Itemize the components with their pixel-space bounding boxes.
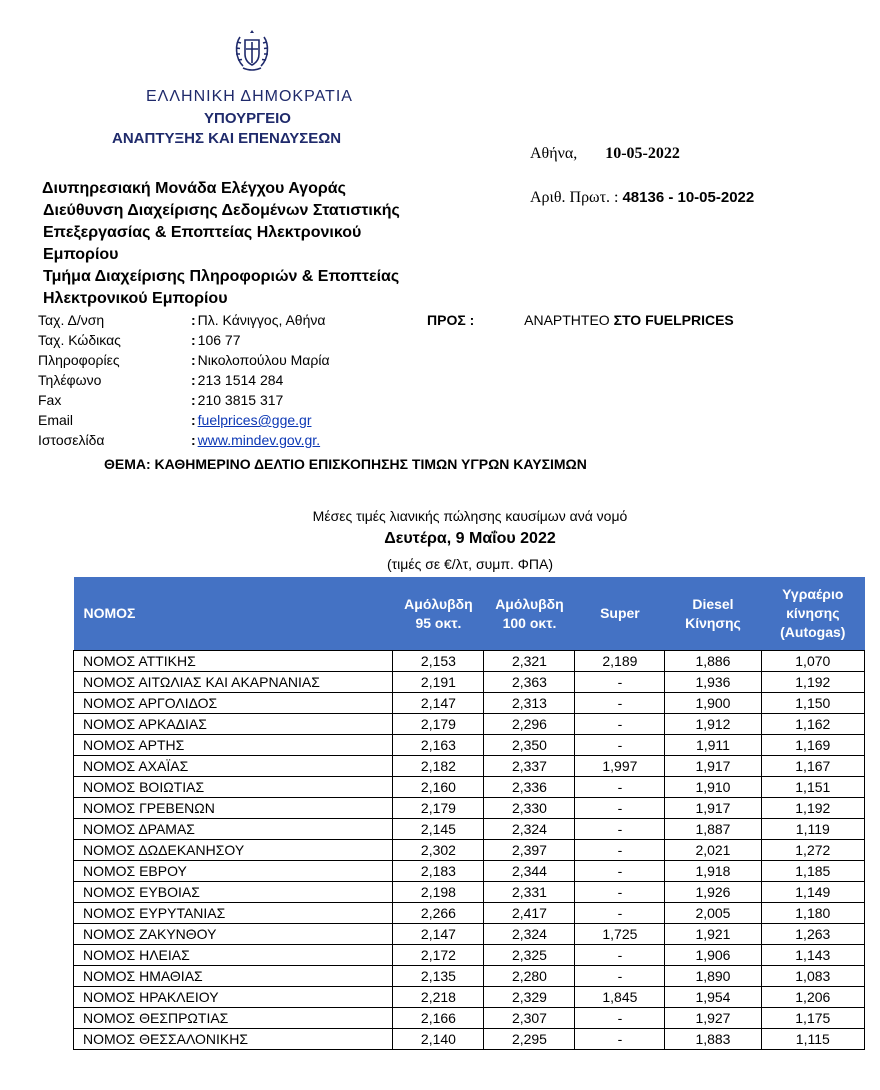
colon: : (191, 432, 196, 448)
protocol-number (530, 189, 754, 207)
price-cell: 2,166 (393, 1008, 484, 1029)
department-line: Τμήμα Διαχείρισης Πληροφοριών & Εποπτείας (43, 268, 400, 285)
price-cell: 2,198 (393, 882, 484, 903)
prefecture-cell: ΝΟΜΟΣ ΕΥΒΟΙΑΣ (74, 882, 393, 903)
recipient-text-bold: ΣΤΟ FUELPRICES (613, 312, 734, 328)
document-subject: ΘΕΜΑ: ΚΑΘΗΜΕΡΙΝΟ ΔΕΛΤΙΟ ΕΠΙΣΚΟΠΗΣΗΣ ΤΙΜΩΝ ΥΓΡΩΝ ΚΑΥΣΙΜΩΝ (104, 456, 587, 472)
prefecture-cell: ΝΟΜΟΣ ΖΑΚΥΝΘΟΥ (74, 924, 393, 945)
column-header-line: 95 οκτ. (415, 614, 462, 631)
price-cell: 1,845 (575, 987, 665, 1008)
table-row (74, 924, 865, 945)
price-cell: 1,918 (665, 861, 761, 882)
price-cell: 1,150 (761, 693, 864, 714)
address-value: Πλ. Κάνιγγος, Αθήνα (197, 312, 326, 328)
department-line: Διεύθυνση Διαχείρισης Δεδομένων Στατιστικής (43, 202, 400, 219)
colon: : (191, 372, 196, 388)
column-header (484, 577, 575, 651)
price-cell: - (575, 861, 665, 882)
price-cell: 1,169 (761, 735, 864, 756)
country-name: ΕΛΛΗΝΙΚΗ ΔΗΜΟΚΡΑΤΙΑ (146, 88, 353, 105)
price-cell: 2,307 (484, 1008, 575, 1029)
price-cell: 2,218 (393, 987, 484, 1008)
price-cell: 2,140 (393, 1029, 484, 1050)
price-cell: 1,997 (575, 756, 665, 777)
price-cell: 1,115 (761, 1029, 864, 1050)
price-cell: 1,936 (665, 672, 761, 693)
table-row (74, 735, 865, 756)
price-cell: 1,954 (665, 987, 761, 1008)
price-cell: 2,325 (484, 945, 575, 966)
postcode-value: 106 77 (197, 332, 241, 348)
phone-label: Τηλέφωνο (38, 372, 102, 388)
price-cell: 1,926 (665, 882, 761, 903)
price-cell: 2,191 (393, 672, 484, 693)
prefecture-cell: ΝΟΜΟΣ ΘΕΣΣΑΛΟΝΙΚΗΣ (74, 1029, 393, 1050)
price-cell: 2,313 (484, 693, 575, 714)
price-cell: 1,921 (665, 924, 761, 945)
table-date: Δευτέρα, 9 Μαΐου 2022 (384, 530, 556, 547)
price-cell: 2,153 (393, 651, 484, 672)
price-cell: 1,917 (665, 798, 761, 819)
price-cell: 1,180 (761, 903, 864, 924)
table-row (74, 945, 865, 966)
price-cell: 1,910 (665, 777, 761, 798)
colon: : (191, 332, 196, 348)
contact-details (38, 310, 330, 450)
table-row (74, 798, 865, 819)
price-cell: 1,887 (665, 819, 761, 840)
table-body (74, 651, 865, 1050)
column-header (393, 577, 484, 651)
price-cell: 2,296 (484, 714, 575, 735)
price-cell: 2,189 (575, 651, 665, 672)
price-cell: 2,321 (484, 651, 575, 672)
ministry-title: ΥΠΟΥΡΓΕΙΟ (204, 110, 291, 127)
price-cell: 2,135 (393, 966, 484, 987)
prefecture-cell: ΝΟΜΟΣ ΘΕΣΠΡΩΤΙΑΣ (74, 1008, 393, 1029)
phone-row (38, 370, 330, 390)
date-label: Αθήνα, (530, 145, 578, 162)
price-cell: 2,329 (484, 987, 575, 1008)
prefecture-cell: ΝΟΜΟΣ ΑΤΤΙΚΗΣ (74, 651, 393, 672)
price-cell: 1,927 (665, 1008, 761, 1029)
column-header (665, 577, 761, 651)
price-cell: 2,147 (393, 924, 484, 945)
price-cell: 1,151 (761, 777, 864, 798)
prefecture-cell: ΝΟΜΟΣ ΒΟΙΩΤΙΑΣ (74, 777, 393, 798)
colon: : (191, 392, 196, 408)
table-row (74, 777, 865, 798)
price-cell: 2,324 (484, 819, 575, 840)
price-cell: 1,167 (761, 756, 864, 777)
column-header-line: κίνησης (786, 605, 840, 621)
price-cell: 2,397 (484, 840, 575, 861)
department-line: Ηλεκτρονικού Εμπορίου (43, 290, 228, 307)
table-row (74, 651, 865, 672)
ministry-name: ΑΝΑΠΤΥΞΗΣ ΚΑΙ ΕΠΕΝΔΥΣΕΩΝ (112, 130, 342, 147)
price-cell: - (575, 882, 665, 903)
protocol-value: 48136 - 10-05-2022 (622, 189, 755, 206)
price-cell: 2,417 (484, 903, 575, 924)
price-cell: - (575, 735, 665, 756)
prefecture-cell: ΝΟΜΟΣ ΗΡΑΚΛΕΙΟΥ (74, 987, 393, 1008)
address-row (38, 310, 330, 330)
greek-coat-of-arms-icon (231, 28, 273, 74)
price-cell: 1,162 (761, 714, 864, 735)
email-link[interactable]: fuelprices@gge.gr (197, 412, 312, 428)
prefecture-cell: ΝΟΜΟΣ ΗΜΑΘΙΑΣ (74, 966, 393, 987)
price-cell: 1,192 (761, 798, 864, 819)
recipient-text: ΑΝΑΡΤΗΤΕΟ (524, 312, 610, 328)
colon: : (191, 312, 196, 328)
price-cell: - (575, 672, 665, 693)
table-row (74, 756, 865, 777)
department-line: Επεξεργασίας & Εποπτείας Ηλεκτρονικού (43, 224, 362, 241)
price-cell: - (575, 693, 665, 714)
price-cell: 1,263 (761, 924, 864, 945)
price-cell: 2,330 (484, 798, 575, 819)
website-row (38, 430, 330, 450)
prefecture-cell: ΝΟΜΟΣ ΗΛΕΙΑΣ (74, 945, 393, 966)
prefecture-cell: ΝΟΜΟΣ ΑΧΑΪΑΣ (74, 756, 393, 777)
prefecture-cell: ΝΟΜΟΣ ΔΩΔΕΚΑΝΗΣΟΥ (74, 840, 393, 861)
price-cell: 1,911 (665, 735, 761, 756)
table-row (74, 819, 865, 840)
price-cell: 1,149 (761, 882, 864, 903)
price-cell: 2,005 (665, 903, 761, 924)
column-header-line: Αμόλυβδη (404, 595, 473, 612)
prefecture-cell: ΝΟΜΟΣ ΕΒΡΟΥ (74, 861, 393, 882)
price-cell: 2,280 (484, 966, 575, 987)
prefecture-cell: ΝΟΜΟΣ ΔΡΑΜΑΣ (74, 819, 393, 840)
price-cell: 2,147 (393, 693, 484, 714)
email-row (38, 410, 330, 430)
column-header-line: 100 οκτ. (502, 614, 557, 631)
price-cell: 1,883 (665, 1029, 761, 1050)
price-cell: 2,021 (665, 840, 761, 861)
postcode-row (38, 330, 330, 350)
table-row (74, 861, 865, 882)
price-cell: 2,337 (484, 756, 575, 777)
price-cell: 2,172 (393, 945, 484, 966)
table-row (74, 987, 865, 1008)
website-link[interactable]: www.mindev.gov.gr. (197, 432, 321, 448)
phone-value: 213 1514 284 (197, 372, 284, 388)
price-cell: 1,900 (665, 693, 761, 714)
email-label: Email (38, 412, 74, 428)
table-caption: Μέσες τιμές λιανικής πώλησης καυσίμων ανά νομό (312, 508, 628, 524)
table-row (74, 840, 865, 861)
table-row (74, 966, 865, 987)
price-cell: 2,344 (484, 861, 575, 882)
price-cell: - (575, 903, 665, 924)
prefecture-cell: ΝΟΜΟΣ ΑΡΤΗΣ (74, 735, 393, 756)
price-cell: 2,350 (484, 735, 575, 756)
price-cell: 1,912 (665, 714, 761, 735)
info-row (38, 350, 330, 370)
table-row (74, 714, 865, 735)
column-header-line: (Autogas) (780, 624, 846, 640)
column-header-line: Κίνησης (685, 614, 741, 631)
price-cell: - (575, 714, 665, 735)
table-row (74, 882, 865, 903)
fax-value: 210 3815 317 (197, 392, 284, 408)
department-line: Διυπηρεσιακή Μονάδα Ελέγχου Αγοράς (42, 180, 346, 197)
document-date (530, 145, 680, 163)
price-cell: 1,725 (575, 924, 665, 945)
price-cell: 2,183 (393, 861, 484, 882)
price-cell: 2,324 (484, 924, 575, 945)
price-cell: - (575, 1008, 665, 1029)
column-header-line: ΝΟΜΟΣ (83, 605, 136, 621)
colon: : (191, 352, 196, 368)
price-cell: 2,295 (484, 1029, 575, 1050)
prefecture-cell: ΝΟΜΟΣ ΑΙΤΩΛΙΑΣ ΚΑΙ ΑΚΑΡΝΑΝΙΑΣ (74, 672, 393, 693)
fax-row (38, 390, 330, 410)
price-cell: 1,906 (665, 945, 761, 966)
price-cell: 2,331 (484, 882, 575, 903)
price-cell: 1,272 (761, 840, 864, 861)
price-cell: 2,163 (393, 735, 484, 756)
price-cell: 1,083 (761, 966, 864, 987)
column-header-line: Αμόλυβδη (495, 595, 564, 612)
info-value: Νικολοπούλου Μαρία (197, 352, 330, 368)
fuel-prices-table (73, 577, 865, 1050)
column-header-line: Diesel (692, 595, 734, 612)
price-cell: 2,160 (393, 777, 484, 798)
table-header-row (74, 577, 865, 651)
column-header (74, 577, 393, 651)
recipient (427, 312, 734, 328)
department-line: Εμπορίου (43, 246, 119, 263)
department-block (40, 178, 510, 310)
price-cell: 1,175 (761, 1008, 864, 1029)
colon: : (191, 412, 196, 428)
price-cell: 1,890 (665, 966, 761, 987)
column-header (575, 577, 665, 651)
address-label: Ταχ. Δ/νση (38, 312, 105, 328)
table-row (74, 672, 865, 693)
price-cell: 2,363 (484, 672, 575, 693)
column-header-line: Υγραέριο (782, 586, 844, 602)
table-row (74, 903, 865, 924)
price-cell: - (575, 1029, 665, 1050)
price-cell: - (575, 840, 665, 861)
price-cell: 2,145 (393, 819, 484, 840)
recipient-label: ΠΡΟΣ : (427, 312, 475, 328)
price-cell: 1,917 (665, 756, 761, 777)
price-cell: 2,179 (393, 798, 484, 819)
table-row (74, 1029, 865, 1050)
price-cell: 1,070 (761, 651, 864, 672)
price-cell: 1,119 (761, 819, 864, 840)
info-label: Πληροφορίες (38, 352, 120, 368)
price-cell: 2,302 (393, 840, 484, 861)
price-cell: - (575, 798, 665, 819)
postcode-label: Ταχ. Κώδικας (38, 332, 121, 348)
price-cell: 1,192 (761, 672, 864, 693)
table-row (74, 1008, 865, 1029)
fax-label: Fax (38, 392, 62, 408)
date-value: 10-05-2022 (605, 145, 680, 162)
price-cell: 1,206 (761, 987, 864, 1008)
price-cell: 2,182 (393, 756, 484, 777)
price-cell: 1,886 (665, 651, 761, 672)
website-label: Ιστοσελίδα (38, 432, 105, 448)
protocol-label: Αριθ. Πρωτ. : (530, 189, 619, 206)
price-cell: - (575, 945, 665, 966)
price-cell: - (575, 966, 665, 987)
price-cell: 2,266 (393, 903, 484, 924)
prefecture-cell: ΝΟΜΟΣ ΕΥΡΥΤΑΝΙΑΣ (74, 903, 393, 924)
prefecture-cell: ΝΟΜΟΣ ΓΡΕΒΕΝΩΝ (74, 798, 393, 819)
prefecture-cell: ΝΟΜΟΣ ΑΡΚΑΔΙΑΣ (74, 714, 393, 735)
table-units: (τιμές σε €/λτ, συμπ. ΦΠΑ) (386, 556, 554, 572)
price-cell: 1,143 (761, 945, 864, 966)
price-cell: - (575, 819, 665, 840)
prefecture-cell: ΝΟΜΟΣ ΑΡΓΟΛΙΔΟΣ (74, 693, 393, 714)
price-cell: - (575, 777, 665, 798)
table-row (74, 693, 865, 714)
price-cell: 1,185 (761, 861, 864, 882)
column-header (761, 577, 864, 651)
column-header-line: Super (600, 605, 640, 621)
price-cell: 2,179 (393, 714, 484, 735)
price-cell: 2,336 (484, 777, 575, 798)
